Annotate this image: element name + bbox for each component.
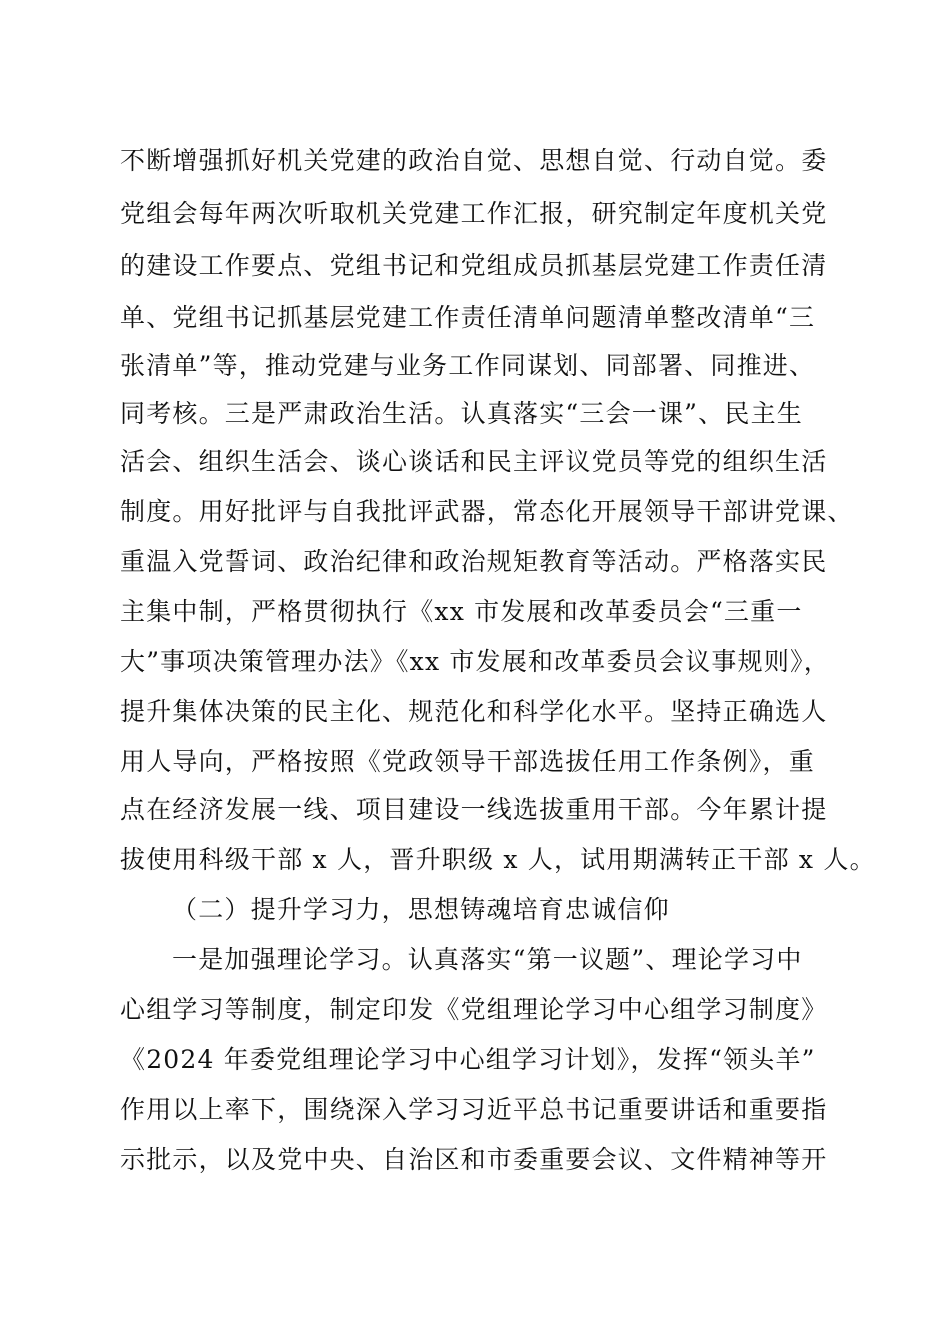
text-line: 主集中制，严格贯彻执行《xx 市发展和改革委员会“三重一 [120,597,803,626]
text-line: 《2024 年委党组理论学习中心组学习计划》，发挥“领头羊” [120,1045,816,1074]
text-line: 单、党组书记抓基层党建工作责任清单问题清单整改清单“三 [120,303,816,332]
text-line: 制度。用好批评与自我批评武器，常态化开展领导干部讲党课、 [120,497,854,526]
text-line: 大”事项决策管理办法》《xx 市发展和改革委员会议事规则》， [120,647,830,676]
paragraph-first-line: 一是加强理论学习。认真落实“第一议题”、理论学习中 [172,945,803,974]
text-line: 不断增强抓好机关党建的政治自觉、思想自觉、行动自觉。委 [120,146,828,175]
text-line: 示批示，以及党中央、自治区和市委重要会议、文件精神等开 [120,1145,828,1174]
text-line: 作用以上率下，围绕深入学习习近平总书记重要讲话和重要指 [120,1095,828,1124]
text-line: 的建设工作要点、党组书记和党组成员抓基层党建工作责任清 [120,251,828,280]
text-line: 拔使用科级干部 x 人，晋升职级 x 人，试用期满转正干部 x 人。 [120,845,876,874]
text-line: 同考核。三是严肃政治生活。认真落实“三会一课”、民主生 [120,399,803,428]
text-line: 张清单”等，推动党建与业务工作同谋划、同部署、同推进、 [120,351,816,380]
text-line: 点在经济发展一线、项目建设一线选拔重用干部。今年累计提 [120,795,828,824]
text-line: 重温入党誓词、政治纪律和政治规矩教育等活动。严格落实民 [120,547,828,576]
text-line: 提升集体决策的民主化、规范化和科学化水平。坚持正确选人 [120,697,828,726]
text-line: 党组会每年两次听取机关党建工作汇报，研究制定年度机关党 [120,199,828,228]
text-line: 活会、组织生活会、谈心谈话和民主评议党员等党的组织生活 [120,447,828,476]
section-heading: （二）提升学习力，思想铸魂培育忠诚信仰 [172,895,670,924]
text-line: 心组学习等制度，制定印发《党组理论学习中心组学习制度》 [120,995,828,1024]
text-line: 用人导向，严格按照《党政领导干部选拔任用工作条例》，重 [120,747,815,776]
